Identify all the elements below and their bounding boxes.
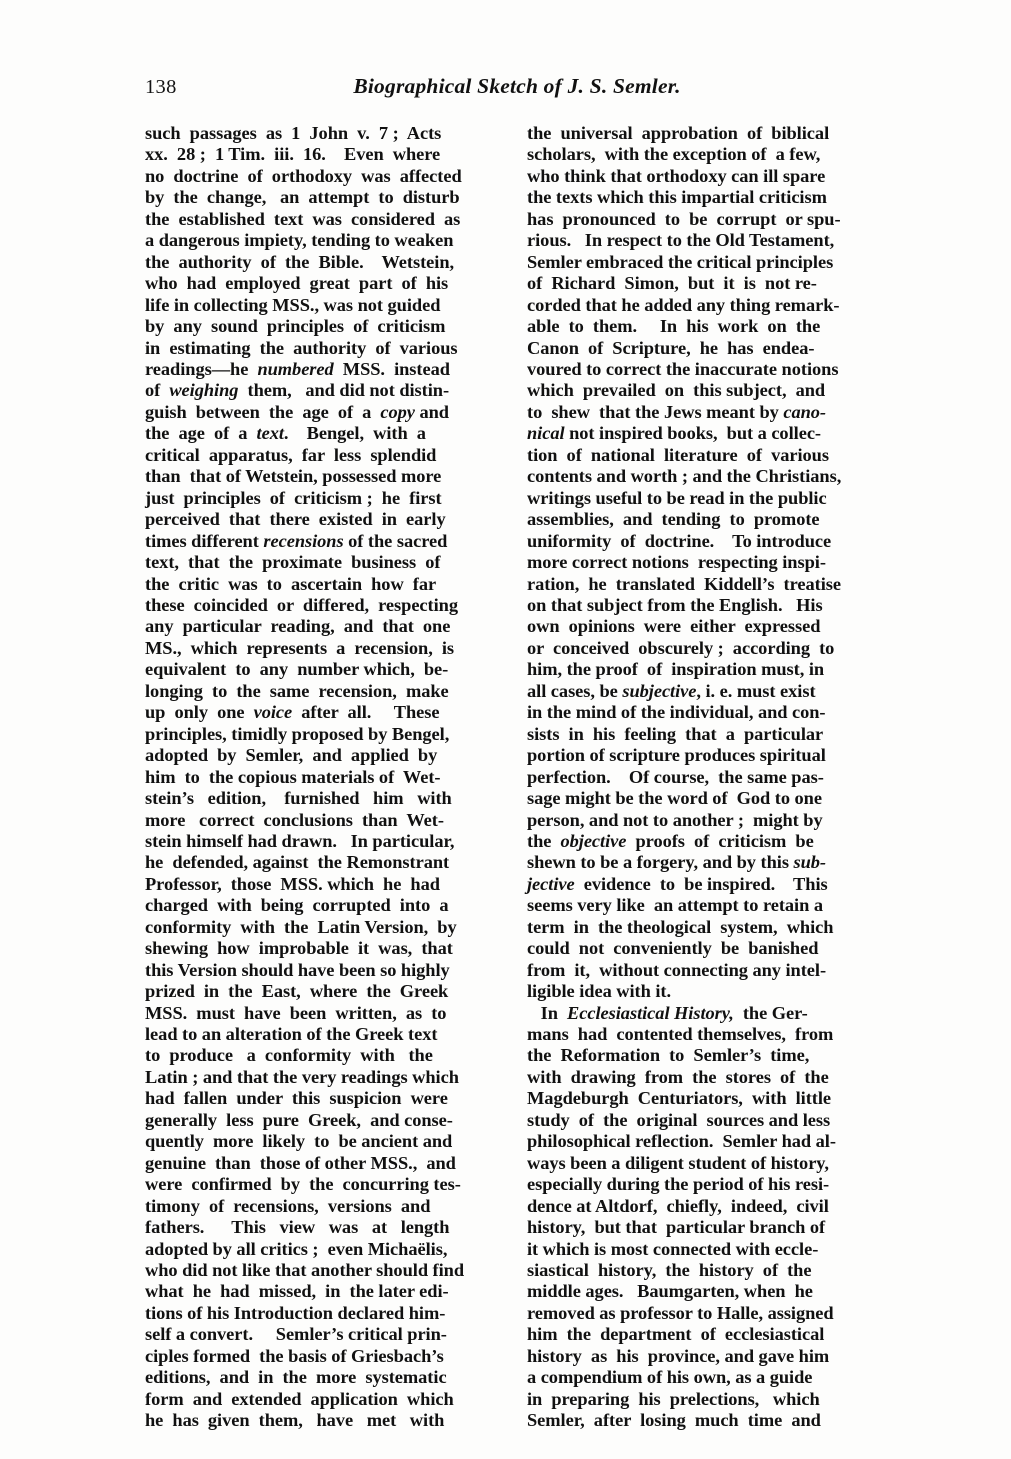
text-line: by the change, an attempt to disturb <box>145 187 460 208</box>
text-line: sage might be the word of God to one <box>527 788 822 809</box>
running-head <box>145 74 865 104</box>
text-line: Semler embraced the critical principles <box>527 251 834 272</box>
italic-phrase: weighing <box>169 380 239 401</box>
text-line: he has given them, have met with <box>145 1410 445 1431</box>
text-line: especially during the period of his resi- <box>527 1174 830 1195</box>
text-line: of weighing them, and did not distin- <box>145 380 450 401</box>
text-line: middle ages. Baumgarten, when he <box>527 1281 813 1302</box>
text-line: a dangerous impiety, tending to weaken <box>145 230 454 251</box>
text-line: ways been a diligent student of history, <box>527 1152 829 1173</box>
text-line: corded that he added any thing remark- <box>527 294 840 315</box>
text-line: form and extended application which <box>145 1388 454 1409</box>
italic-phrase: copy <box>380 401 415 422</box>
text-line: which prevailed on this subject, and <box>527 380 826 401</box>
text-line: critical apparatus, far less splendid <box>145 444 437 465</box>
text-line: these coincided or differed, respecting <box>145 594 459 615</box>
text-line: he defended, against the Remonstrant <box>145 852 450 873</box>
text-line: the texts which this impartial criticism <box>527 187 827 208</box>
text-line: him the department of ecclesiastical <box>527 1324 825 1345</box>
text-line: with drawing from the stores of the <box>527 1066 829 1087</box>
text-line: perceived that there existed in early <box>145 509 446 530</box>
text-line: contents and worth ; and the Christians, <box>527 466 842 487</box>
text-line: philosophical reflection. Semler had al- <box>527 1131 836 1152</box>
text-line: equivalent to any number which, be- <box>145 659 449 680</box>
text-line: shewn to be a forgery, and by this sub- <box>527 852 826 873</box>
text-line: siastical history, the history of the <box>527 1260 812 1281</box>
text-line: own opinions were either expressed <box>527 616 821 637</box>
text-line: seems very like an attempt to retain a <box>527 895 823 916</box>
text-line: study of the original sources and less <box>527 1109 831 1130</box>
text-line: history, but that particular branch of <box>527 1217 826 1238</box>
text-line: more correct notions respecting inspi- <box>527 552 826 573</box>
text-line: MSS. must have been written, as to <box>145 1002 447 1023</box>
text-line: jective evidence to be inspired. This <box>527 873 828 894</box>
text-line: ration, he translated Kiddell’s treatise <box>527 573 841 594</box>
text-line: adopted by Semler, and applied by <box>145 745 438 766</box>
running-head-title: Biographical Sketch of J. S. Semler. <box>353 74 681 98</box>
text-line: in estimating the authority of various <box>145 337 458 358</box>
text-line: quently more likely to be ancient and <box>145 1131 453 1152</box>
text-line: editions, and in the more systematic <box>145 1367 447 1388</box>
text-line: timony of recensions, versions and <box>145 1195 431 1216</box>
text-line: nical not inspired books, but a collec- <box>527 423 822 444</box>
text-line: person, and not to another ; might by <box>527 809 823 830</box>
text-column-right <box>527 123 872 1432</box>
text-line: up only one voice after all. These <box>145 702 440 723</box>
text-line: tion of national literature of various <box>527 444 829 465</box>
text-line: him, the proof of inspiration must, in <box>527 659 825 680</box>
text-line: genuine than those of other MSS., and <box>145 1152 456 1173</box>
text-line: on that subject from the English. His <box>527 594 823 615</box>
text-column-left <box>145 123 490 1432</box>
text-line: no doctrine of orthodoxy was affected <box>145 165 462 186</box>
text-line: Magdeburgh Centuriators, with little <box>527 1088 832 1109</box>
text-line: stein himself had drawn. In particular, <box>145 830 455 851</box>
text-line: more correct conclusions than Wet- <box>145 809 444 830</box>
text-line: text, that the proximate business of <box>145 552 441 573</box>
text-line: term in the theological system, which <box>527 916 834 937</box>
text-line: ligible idea with it. <box>527 981 672 1002</box>
text-line: times different recensions of the sacred <box>145 530 448 551</box>
text-line: this Version should have been so highly <box>145 959 450 980</box>
text-line: tions of his Introduction declared him- <box>145 1302 446 1323</box>
page-number: 138 <box>145 76 177 98</box>
text-line: stein’s edition, furnished him with <box>145 788 452 809</box>
text-line: In Ecclesiastical History, the Ger- <box>527 1002 808 1023</box>
text-line: by any sound principles of criticism <box>145 316 446 337</box>
text-line: conformity with the Latin Version, by <box>145 916 457 937</box>
italic-phrase: jective <box>527 873 575 894</box>
italic-phrase: voice <box>253 702 293 723</box>
text-line: fathers. This view was at length <box>145 1217 450 1238</box>
text-line: dence at Altdorf, chiefly, indeed, civil <box>527 1195 829 1216</box>
text-line: of Richard Simon, but it is not re- <box>527 273 817 294</box>
text-line: able to them. In his work on the <box>527 316 821 337</box>
text-line: to shew that the Jews meant by cano- <box>527 401 826 422</box>
text-line: prized in the East, where the Greek <box>145 981 449 1002</box>
text-line: guish between the age of a copy and <box>145 401 449 422</box>
text-line: self a convert. Semler’s critical prin- <box>145 1324 447 1345</box>
text-line: writings useful to be read in the public <box>527 487 827 508</box>
text-line: the authority of the Bible. Wetstein, <box>145 251 455 272</box>
italic-phrase: text <box>256 423 284 444</box>
text-line: who had employed great part of his <box>145 273 449 294</box>
text-line: just principles of criticism ; he first <box>145 487 442 508</box>
text-line: the established text was considered as <box>145 208 461 229</box>
text-line: xx. 28 ; 1 Tim. iii. 16. Even where <box>145 144 441 165</box>
text-line: could not conveniently be banished <box>527 938 819 959</box>
text-line: history as his province, and gave him <box>527 1345 830 1366</box>
text-line: Semler, after losing much time and <box>527 1410 821 1431</box>
italic-phrase: cano- <box>783 401 826 422</box>
text-line: had fallen under this suspicion were <box>145 1088 448 1109</box>
text-line: the critic was to ascertain how far <box>145 573 437 594</box>
text-line: than that of Wetstein, possessed more <box>145 466 442 487</box>
text-line: any particular reading, and that one <box>145 616 451 637</box>
text-line: the age of a text. Bengel, with a <box>145 423 426 444</box>
text-line: in the mind of the individual, and con- <box>527 702 826 723</box>
text-line: such passages as 1 John v. 7 ; Acts <box>145 123 442 143</box>
italic-phrase: sub- <box>793 852 826 873</box>
text-line: principles, timidly proposed by Bengel, <box>145 723 450 744</box>
text-line: Professor, those MSS. which he had <box>145 873 440 894</box>
text-line: the Reformation to Semler’s time, <box>527 1045 810 1066</box>
text-line: a compendium of his own, as a guide <box>527 1367 813 1388</box>
text-line: in preparing his prelections, which <box>527 1388 820 1409</box>
text-line: to produce a conformity with the <box>145 1045 433 1066</box>
text-line: lead to an alteration of the Greek text <box>145 1024 438 1045</box>
italic-phrase: nical <box>527 423 565 444</box>
text-line: rious. In respect to the Old Testament, <box>527 230 835 251</box>
text-line: perfection. Of course, the same pas- <box>527 766 824 787</box>
text-line: the universal approbation of biblical <box>527 123 830 143</box>
text-line: or conceived obscurely ; according to <box>527 637 835 658</box>
italic-phrase: objective <box>560 830 627 851</box>
italic-phrase: Ecclesiastical History, <box>567 1002 734 1023</box>
text-line: scholars, with the exception of a few, <box>527 144 821 165</box>
text-line: assemblies, and tending to promote <box>527 509 820 530</box>
text-line: longing to the same recension, make <box>145 680 449 701</box>
text-line: charged with being corrupted into a <box>145 895 449 916</box>
text-line: Latin ; and that the very readings which <box>145 1066 459 1087</box>
italic-phrase: numbered <box>257 358 334 379</box>
text-line: voured to correct the inaccurate notions <box>527 358 839 379</box>
text-line: who did not like that another should find <box>145 1260 465 1281</box>
text-line: has pronounced to be corrupt or spu- <box>527 208 841 229</box>
text-line: him to the copious materials of Wet- <box>145 766 441 787</box>
text-line: ciples formed the basis of Griesbach’s <box>145 1345 444 1366</box>
text-line: from it, without connecting any intel- <box>527 959 827 980</box>
text-line: portion of scripture produces spiritual <box>527 745 826 766</box>
text-line: uniformity of doctrine. To introduce <box>527 530 832 551</box>
text-line: removed as professor to Halle, assigned <box>527 1302 834 1323</box>
text-line: all cases, be subjective, i. e. must exist <box>527 680 816 701</box>
text-line: it which is most connected with eccle- <box>527 1238 819 1259</box>
text-line: who think that orthodoxy can ill spare <box>527 165 826 186</box>
italic-phrase: recensions <box>263 530 344 551</box>
text-line: generally less pure Greek, and conse- <box>145 1109 453 1130</box>
text-line: MS., which represents a recension, is <box>145 637 455 658</box>
text-line: sists in his feeling that a particular <box>527 723 824 744</box>
text-line: what he had missed, in the later edi- <box>145 1281 449 1302</box>
text-line: readings—he numbered MSS. instead <box>145 358 450 379</box>
text-line: adopted by all critics ; even Michaëlis, <box>145 1238 448 1259</box>
text-line: life in collecting MSS., was not guided <box>145 294 441 315</box>
text-line: mans had contented themselves, from <box>527 1024 834 1045</box>
text-line: the objective proofs of criticism be <box>527 830 814 851</box>
italic-phrase: subjective <box>622 680 697 701</box>
text-line: Canon of Scripture, he has endea- <box>527 337 815 358</box>
text-line: were confirmed by the concurring tes- <box>145 1174 461 1195</box>
text-line: shewing how improbable it was, that <box>145 938 453 959</box>
